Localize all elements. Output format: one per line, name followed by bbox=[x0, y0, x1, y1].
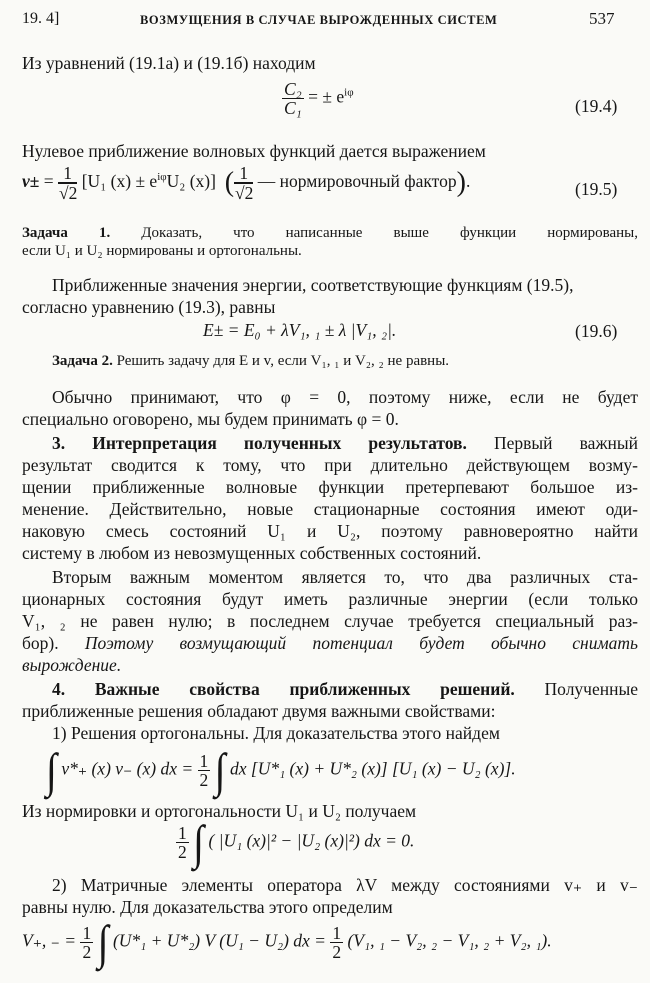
paragraph-normalization: Из нормировки и ортогональности U₁ и U₂ получаем bbox=[22, 801, 417, 821]
section-4-line-3: 1) Решения ортогональны. Для доказательства этого найдем bbox=[52, 723, 500, 743]
task-1-line-2: если U₁ и U₂ нормированы и ортогональны. bbox=[22, 243, 302, 259]
paragraph-second-line-1: Вторым важным моментом является то, что два различных ста- bbox=[52, 567, 638, 587]
paragraph-energy-line-2: согласно уравнению (19.3), равны bbox=[22, 297, 276, 317]
section-3-line-6: систему в любом из невозмущенных собственных состояний. bbox=[22, 543, 482, 563]
equation-normalization: $\frac{1}{2}$ ∫ ( |U₁ (x)|² − |U₂ (x)|²) dx = 0. bbox=[178, 814, 415, 869]
page-number: 537 bbox=[589, 9, 615, 28]
paragraph-phi-line-2: специально оговорено, мы будем принимать φ = 0. bbox=[22, 409, 399, 429]
equation-tag-19-5: (19.5) bbox=[575, 179, 618, 199]
section-3-line-3: щении приближенные волновые функции претерпевают большое из- bbox=[22, 477, 638, 497]
equation-19-4: $\frac{\text{C₂}}{\text{C₁}}$ = ± $e^{i\varphi}$ bbox=[284, 79, 354, 118]
paragraph-second-line-2: ционарных состояния будут иметь различные энергии (если только bbox=[22, 589, 638, 609]
paragraph-zero-approx: Нулевое приближение волновых функций дается выражением bbox=[22, 141, 486, 161]
section-4-line-2: приближенные решения обладают двумя важными свойствами: bbox=[22, 701, 496, 721]
paragraph-matrix-line-2: равны нулю. Для доказательства этого определим bbox=[22, 897, 393, 917]
section-3-line-2: результат сводится к тому, что при длительно действующем возму- bbox=[22, 455, 638, 475]
paragraph-matrix-line-1: 2) Матричные элементы оператора λV между состояниями v₊ и v₋ bbox=[52, 875, 638, 895]
paragraph-energy-line-1: Приближенные значения энергии, соответствующие функциям (19.5), bbox=[52, 275, 574, 295]
equation-19-6: E± = E₀ + λV₁, ₁ ± λ |V₁, ₂|. bbox=[203, 320, 397, 340]
task-1-line-1: Задача 1. Доказать, что написанные выше функции нормированы, bbox=[22, 225, 639, 241]
paragraph-second-line-3: V₁, ₂ не равен нулю; в последнем случае требуется специальный раз- bbox=[22, 611, 638, 631]
equation-tag-19-6: (19.6) bbox=[575, 321, 618, 341]
paragraph-phi-line-1: Обычно принимают, что φ = 0, поэтому ниже, если не будет bbox=[52, 387, 638, 407]
paragraph-second-line-4: бор). Поэтому возмущающий потенциал будет обычно снимать bbox=[22, 633, 639, 653]
equation-orthogonality: ∫ v*₊ (x) v₋ (x) dx = $\frac{1}{2}$ ∫ dx [U*₁ (x) + U*₂ (x)] [U₁ (x) − U₂ (x)]. bbox=[46, 742, 516, 797]
equation-19-5: v± = $\frac{1}{√2}$ [U₁ $(x) \pm e^{i\varphi}U_2$ (x)] ( $\frac{1}{√2}$ — нормировочный фактор). bbox=[22, 163, 471, 203]
section-4-line-1: 4. Важные свойства приближенных решений. Полученные bbox=[52, 679, 638, 699]
section-3-heading: 3. Интерпретация полученных результатов. bbox=[52, 433, 467, 453]
running-head: ВОЗМУЩЕНИЯ В СЛУЧАЕ ВЫРОЖДЕННЫХ СИСТЕМ bbox=[140, 13, 498, 27]
equation-matrix-elements: V₊, ₋ = $\frac{1}{2}$ ∫ (U*₁ + U*₂) V (U₁ − U₂) dx = $\frac{1}{2}$ (V₁, ₁ − V₂, ₂ − V₁, ₂ + V₂, ₁). bbox=[22, 914, 552, 969]
equation-tag-19-4: (19.4) bbox=[575, 96, 618, 116]
section-3-line-1: 3. Интерпретация полученных результатов. Первый важный bbox=[52, 433, 639, 453]
task-2: Задача 2. Решить задачу для E и v, если V₁, ₁ и V₂, ₂ не равны. bbox=[52, 353, 450, 369]
section-3-line-5: наковую смесь состояний U₁ и U₂, поэтому равновероятно найти bbox=[22, 521, 638, 541]
section-number: 19. 4] bbox=[22, 10, 60, 27]
paragraph-second-line-5: вырождение. bbox=[22, 655, 122, 675]
section-4-heading: 4. Важные свойства приближенных решений. bbox=[52, 679, 515, 699]
paragraph-intro: Из уравнений (19.1а) и (19.1б) находим bbox=[22, 53, 316, 73]
section-3-line-4: менение. Действительно, новые стационарные состояния имеют оди- bbox=[22, 499, 638, 519]
